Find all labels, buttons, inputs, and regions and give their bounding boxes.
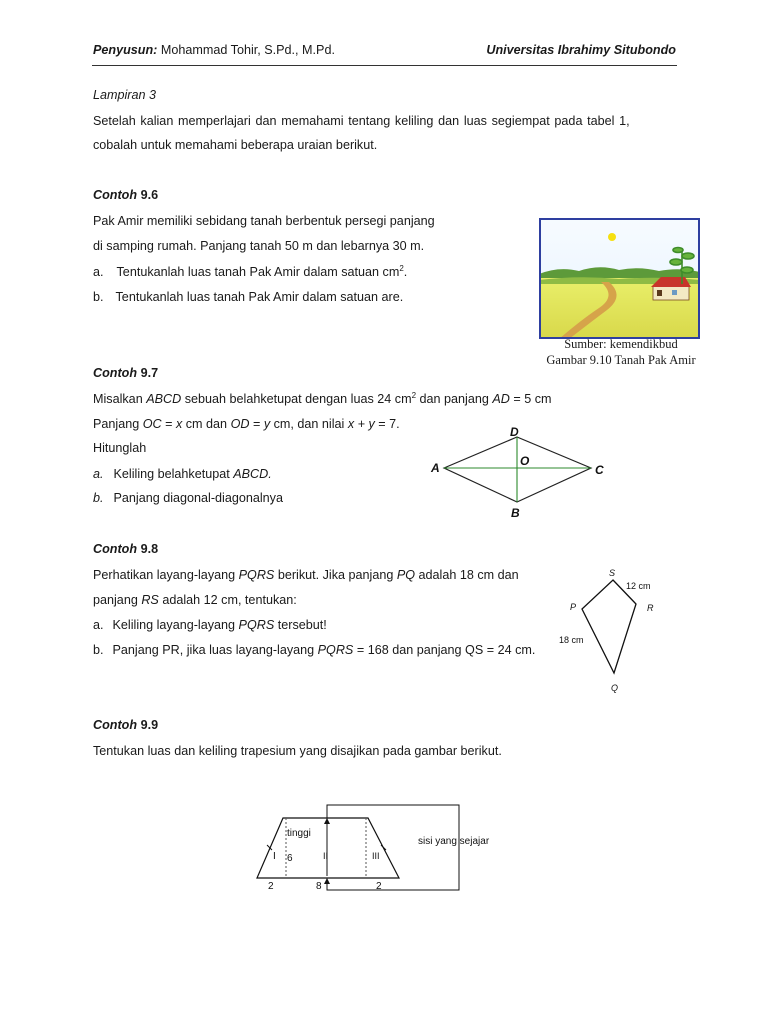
example-9-9-heading <box>93 718 158 732</box>
arrow-head-bottom <box>324 878 330 884</box>
ex96-line2: di samping rumah. Panjang tanah 50 m dan lebarnya 30 m. <box>93 239 425 253</box>
ex97-line2 <box>93 417 400 431</box>
appendix-intro-line1: Setelah kalian memperlajari dan memahami tentang keliling dan luas segiempat pada tabel 1, <box>93 114 630 128</box>
text: ABCD <box>146 392 182 407</box>
item-text: tersebut! <box>274 618 327 632</box>
text: cm dan <box>182 417 231 431</box>
author-label: Penyusun: <box>93 43 158 57</box>
ex96-item-b <box>93 290 403 304</box>
item-marker: a. <box>93 265 104 280</box>
text: berikut. Jika panjang <box>274 568 397 582</box>
rhombus-diagram <box>425 420 615 525</box>
text: = 5 cm <box>509 392 552 407</box>
item-marker: b. <box>93 491 104 505</box>
ex97-line1 <box>93 391 552 406</box>
text: = <box>161 417 176 431</box>
text: adalah 12 cm, tentukan: <box>158 593 297 607</box>
item-marker: b. <box>93 643 104 657</box>
item-marker: a. <box>93 467 104 481</box>
vertex-q-label: Q <box>611 683 619 693</box>
text: panjang <box>93 593 142 607</box>
region-3-label: III <box>372 851 380 861</box>
height-value: 6 <box>287 853 293 864</box>
region-1-label: I <box>273 851 276 862</box>
text: = <box>249 417 264 431</box>
appendix-title: Lampiran 3 <box>93 88 157 102</box>
item-marker: b. <box>93 290 104 304</box>
item-marker: a. <box>93 618 104 632</box>
item-end: . <box>403 265 408 280</box>
item-text: PQRS <box>238 618 275 632</box>
item-text: = 168 dan panjang QS = 24 cm. <box>353 643 536 657</box>
item-text: Tentukanlah luas tanah Pak Amir dalam satuan cm <box>116 265 400 280</box>
vertex-d-label: D <box>510 425 519 439</box>
ex97-item-b <box>93 491 283 505</box>
text: cm, dan nilai <box>270 417 348 431</box>
kite-diagram <box>552 563 672 698</box>
image-source: Sumber: kemendikbud <box>564 337 678 351</box>
text: y <box>263 417 271 431</box>
item-text: Panjang diagonal-diagonalnya <box>113 491 283 505</box>
ex97-item-a <box>93 467 272 481</box>
item-text: Tentukanlah luas tanah Pak Amir dalam satuan are. <box>115 290 404 304</box>
item-text: Panjang PR, jika luas layang-layang <box>112 643 318 657</box>
superscript: 2 <box>411 391 417 400</box>
base-left-value: 2 <box>268 881 274 892</box>
base-right-value: 2 <box>376 881 382 892</box>
item-text: PQRS <box>317 643 354 657</box>
ex96-line1: Pak Amir memiliki sebidang tanah berbentuk persegi panjang <box>93 214 435 228</box>
example-number: 9.6 <box>140 188 159 202</box>
side-pq-length: 18 cm <box>559 635 584 645</box>
example-label: Contoh <box>93 366 138 380</box>
example-number: 9.7 <box>140 366 159 380</box>
text: PQRS <box>238 568 275 582</box>
ex98-item-b <box>93 643 535 657</box>
example-label: Contoh <box>93 542 138 556</box>
vertex-a-label: A <box>431 461 440 475</box>
item-text: Keliling belahketupat <box>113 467 234 481</box>
text: AD <box>492 392 510 407</box>
example-label: Contoh <box>93 188 138 202</box>
text: x <box>175 417 183 431</box>
trapezoid-shape <box>257 818 399 878</box>
header-author <box>93 43 335 57</box>
example-9-8-heading <box>93 542 158 556</box>
appendix-intro-line2: cobalah untuk memahami beberapa uraian berikut. <box>93 138 378 152</box>
trapezoid-diagram <box>250 798 510 898</box>
text: Panjang <box>93 417 143 431</box>
sun-icon <box>608 233 616 241</box>
ex97-line3: Hitunglah <box>93 441 147 455</box>
text: adalah 18 cm dan <box>415 568 519 582</box>
base-middle-value: 8 <box>316 881 322 892</box>
ex96-item-a <box>93 264 407 279</box>
image-caption: Gambar 9.10 Tanah Pak Amir <box>546 353 696 367</box>
vertex-b-label: B <box>511 506 520 520</box>
ex99-text: Tentukan luas dan keliling trapesium yang disajikan pada gambar berikut. <box>93 744 502 758</box>
item-text: Keliling layang-layang <box>112 618 239 632</box>
height-label: tinggi <box>287 828 311 839</box>
example-9-6-heading <box>93 188 158 202</box>
header-divider <box>92 65 677 66</box>
vertex-c-label: C <box>595 463 604 477</box>
example-label: Contoh <box>93 718 138 732</box>
center-o-label: O <box>520 454 530 468</box>
author-name: Mohammad Tohir, S.Pd., M.Pd. <box>160 43 335 57</box>
ex98-line1 <box>93 568 519 582</box>
region-2-label: II <box>323 851 329 861</box>
header-institution: Universitas Ibrahimy Situbondo <box>486 43 676 57</box>
vertex-r-label: R <box>647 603 654 613</box>
side-rs-length: 12 cm <box>626 581 651 591</box>
example-9-7-heading <box>93 366 158 380</box>
ex98-item-a <box>93 618 327 632</box>
item-text: ABCD. <box>233 467 272 481</box>
text: = 7. <box>374 417 400 431</box>
text: RS <box>141 593 159 607</box>
text: PQ <box>396 568 416 582</box>
vertex-p-label: P <box>570 602 577 612</box>
land-illustration <box>539 218 700 339</box>
arrow-head-top <box>324 818 330 824</box>
vertex-s-label: S <box>609 568 616 578</box>
kite-shape <box>582 580 636 673</box>
ex98-line2 <box>93 593 297 607</box>
example-number: 9.9 <box>140 718 159 732</box>
parallel-sides-label: sisi yang sejajar <box>418 836 490 847</box>
text: x + y <box>347 417 375 431</box>
superscript: 2 <box>399 264 404 273</box>
example-number: 9.8 <box>140 542 159 556</box>
text: dan panjang <box>416 392 493 407</box>
text: OD <box>230 417 250 431</box>
text: sebuah belahketupat dengan luas 24 cm <box>181 392 412 407</box>
text: Perhatikan layang-layang <box>93 568 239 582</box>
text: OC <box>142 417 162 431</box>
text: Misalkan <box>93 392 147 407</box>
